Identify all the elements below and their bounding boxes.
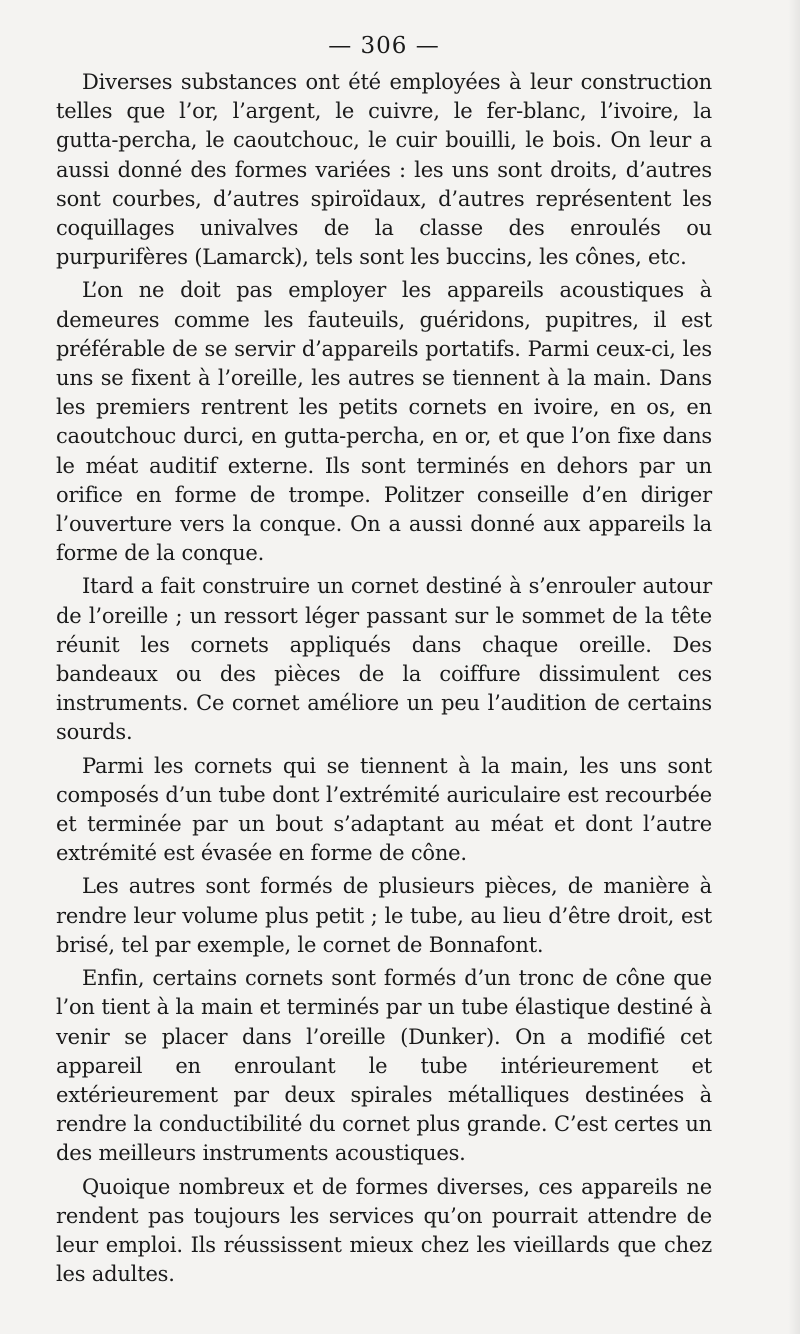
paragraph-hand-held-cornets: Parmi les cornets qui se tiennent à la main, les uns sont composés d’un tube dont l’extrémité auriculaire est recourbée et terminée par un bout s’adaptant au méat et dont l’autre extrémité est évasée en forme de cône. (56, 753, 712, 866)
paragraph-materials-and-shapes: Diverses substances ont été employées à leur construction telles que l’or, l’argent, le cuivre, le fer-blanc, l’ivoire, la gutta-percha, le caoutchouc, le cuir bouilli, le bois. On leur a aussi donné des formes variées : les uns sont droits, d’autres sont courbes, d’autres spiroïdaux, d’autres représentent les coquillages univalves de la classe des enroulés ou purpurifères (Lamarck), tels sont les buccins, les cônes, etc. (56, 70, 712, 270)
paragraph-portable-devices: L’on ne doit pas employer les appareils acoustiques à demeures comme les fauteuils, guéridons, pupitres, il est préférable de se servir d’appareils portatifs. Parmi ceux-ci, les uns se fixent à l’oreille, les autres se tiennent à la main. Dans les premiers rentrent les petits cornets en ivoire, en os, en caoutchouc durci, en gutta-percha, en or, et que l’on fixe dans le méat auditif externe. Ils sont terminés en dehors par un orifice en forme de trompe. Politzer conseille d’en diriger l’ouverture vers la conque. On a aussi donné aux appareils la forme de la conque. (56, 278, 712, 566)
paragraph-truncated-cone-cornets: Enfin, certains cornets sont formés d’un tronc de cône que l’on tient à la main et terminés par un tube élastique destiné à venir se placer dans l’oreille (Dunker). On a modifié cet appareil en enroulant le tube intérieurement et extérieurement par deux spirales métalliques destinées à rendre la conductibilité du cornet plus grande. C’est certes un des meilleurs instruments acoustiques. (56, 966, 712, 1166)
paragraph-multi-piece-cornets: Les autres sont formés de plusieurs pièces, de manière à rendre leur volume plus petit ; le tube, au lieu d’être droit, est brisé, tel par exemple, le cornet de Bonnafont. (56, 874, 712, 957)
page-number: — 306 — (328, 33, 440, 59)
paragraph-itard-cornet: Itard a fait construire un cornet destiné à s’enrouler autour de l’oreille ; un ressort léger passant sur le sommet de la tête réunit les cornets appliqués dans chaque oreille. Des bandeaux ou des pièces de la coiffure dissimulent ces instruments. Ce cornet améliore un peu l’audition de certains sourds. (56, 574, 712, 745)
paragraph-conclusion: Quoique nombreux et de formes diverses, ces appareils ne rendent pas toujours les services qu’on pourrait attendre de leur emploi. Ils réussissent mieux chez les vieillards que chez les adultes. (56, 1174, 712, 1287)
